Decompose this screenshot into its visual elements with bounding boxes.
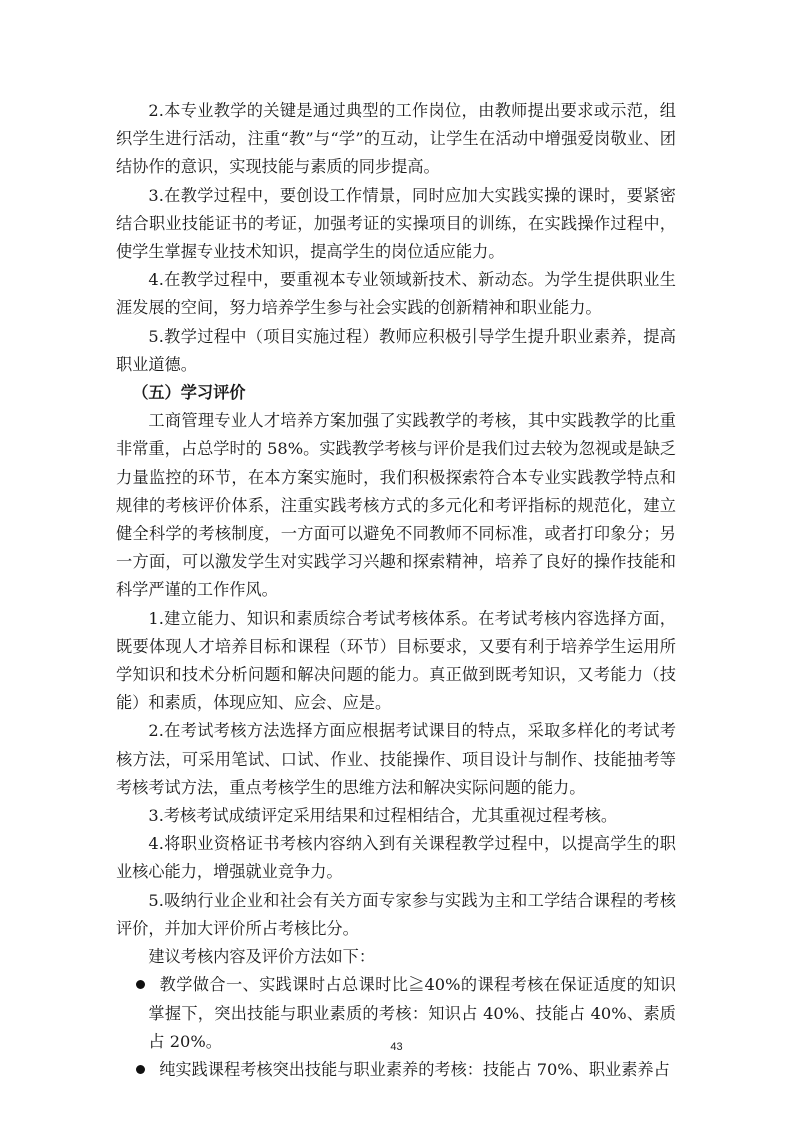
paragraph-professional-quality: 5.教学过程中（项目实施过程）教师应积极引导学生提升职业素养，提高职业道德。 <box>116 326 676 374</box>
paragraph-teaching-key: 2.本专业教学的关键是通过典型的工作岗位，由教师提出要求或示范，组织学生进行活动，注重“教”与“学”的互动，让学生在活动中增强爱岗敬业、团结协作的意识，实现技能与素质的同步提高。 <box>116 101 676 177</box>
paragraph-new-technology: 4.在教学过程中，要重视本专业领域新技术、新动态。为学生提供职业生涯发展的空间，努力培养学生参与社会实践的创新精神和职业能力。 <box>116 270 676 318</box>
page-number: 43 <box>390 1041 403 1053</box>
paragraph-assessment-system: 1.建立能力、知识和素质综合考试考核体系。在考试考核内容选择方面，既要体现人才培养目标和课程（环节）目标要求，又要有利于培养学生运用所学知识和技术分析问题和解决问题的能力。真正做到既考知识，又考能力（技能）和素质，体现应知、应会、应是。 <box>116 608 676 713</box>
bullet-text: 纯实践课程考核突出技能与职业素养的考核：技能占 70%、职业素养占 <box>159 1059 670 1079</box>
paragraph-evaluation-intro: 工商管理专业人才培养方案加强了实践教学的考核，其中实践教学的比重非常重，占总学时的 58%。实践教学考核与评价是我们过去较为忽视或是缺乏力量监控的环节，在本方案实施时，我们积极探索符合本专业实践教学特点和规律的考核评价体系，注重实践考核方式的多元化和考评指标的规范化，建立健全科学的考核制度，一方面可以避免不同教师不同标准，或者打印象分；另一方面，可以激发学生对实践学习兴趣和探索精神，培养了良好的操作技能和科学严谨的工作作风。 <box>116 411 676 600</box>
paragraph-work-scenario: 3.在教学过程中，要创设工作情景，同时应加大实践实操的课时，要紧密结合职业技能证书的考证，加强考证的实操项目的训练，在实践操作过程中，使学生掌握专业技术知识，提高学生的岗位适应能力。 <box>116 185 676 262</box>
paragraph-assessment-methods: 2.在考试考核方法选择方面应根据考试课目的特点，采取多样化的考试考核方法，可采用笔试、口试、作业、技能操作、项目设计与制作、技能抽考等考核考试方法，重点考核学生的思维方法和解决实际问题的能力。 <box>116 721 676 797</box>
paragraph-suggestion: 建议考核内容及评价方法如下： <box>148 947 376 967</box>
bullet-dot-icon <box>136 1065 145 1074</box>
body-text <box>116 97 676 1084</box>
paragraph-grading: 3.考核考试成绩评定采用结果和过程相结合，尤其重视过程考核。 <box>148 806 618 826</box>
paragraph-certificates: 4.将职业资格证书考核内容纳入到有关课程教学过程中，以提高学生的职业核心能力，增强就业竞争力。 <box>116 834 676 882</box>
bullet-text: 教学做合一、实践课时占总课时比≧40%的课程考核在保证适度的知识掌握下，突出技能与职业素质的考核：知识占 40%、技能占 40%、素质占 20%。 <box>148 975 676 1051</box>
bullet-item <box>116 1056 676 1084</box>
paragraph-experts: 5.吸纳行业企业和社会有关方面专家参与实践为主和工学结合课程的考核评价，并加大评价所占考核比分。 <box>116 890 676 938</box>
section-heading: （五）学习评价 <box>132 383 246 403</box>
bullet-dot-icon <box>136 980 145 989</box>
